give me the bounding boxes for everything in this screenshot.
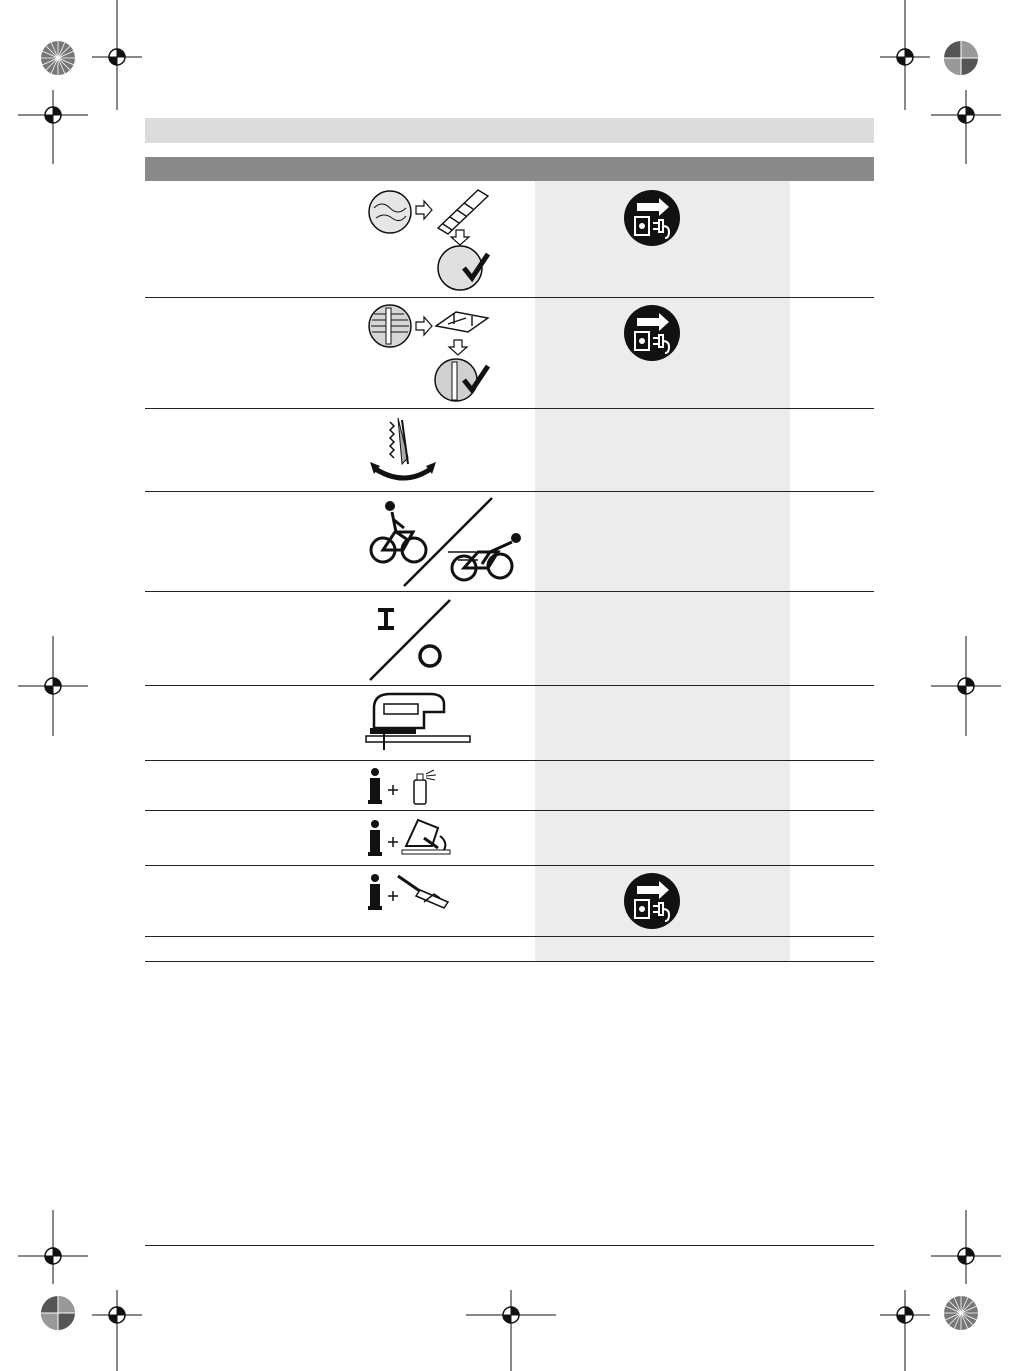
crosshair-mark: [18, 1210, 88, 1284]
row-divider: [145, 810, 874, 811]
crosshair-mark: [18, 90, 88, 164]
crosshair-mark: [92, 0, 142, 110]
row-divider: [145, 491, 874, 492]
color-wheel-mark: [943, 40, 979, 76]
crosshair-mark: [880, 1290, 930, 1371]
row-divider: [145, 408, 874, 409]
crosshair-mark: [931, 90, 1001, 164]
unplug-warning-icon: [623, 304, 681, 362]
color-wheel-mark: [40, 1295, 76, 1331]
on-off-icon: [366, 598, 456, 682]
row-divider: [145, 961, 874, 962]
row-divider: [145, 936, 874, 937]
color-wheel-mark: [40, 40, 76, 76]
jigsaw-working-icon: [366, 692, 470, 750]
row-divider: [145, 865, 874, 866]
splinter-guard-icon: [368, 304, 493, 404]
info-parallel-guide-icon: [368, 872, 458, 912]
footer-rule: [145, 1245, 874, 1246]
crosshair-mark: [466, 1290, 556, 1371]
crosshair-mark: [931, 636, 1001, 736]
replace-sliding-shoe-icon: [368, 188, 493, 293]
unplug-warning-icon: [623, 872, 681, 930]
header-band-dark: [145, 157, 874, 181]
crosshair-mark: [18, 636, 88, 736]
unplug-warning-icon: [623, 189, 681, 247]
header-band-light: [145, 118, 874, 143]
info-spray-icon: [368, 768, 448, 806]
row-divider: [145, 591, 874, 592]
crosshair-mark: [931, 1210, 1001, 1284]
pendulum-action-icon: [368, 416, 438, 486]
info-bevel-icon: [368, 816, 458, 858]
row-divider: [145, 760, 874, 761]
row-divider: [145, 297, 874, 298]
crosshair-mark: [92, 1290, 142, 1371]
crosshair-mark: [880, 0, 930, 110]
speed-preselection-icon: [366, 496, 536, 588]
shaded-column: [535, 181, 790, 961]
row-divider: [145, 685, 874, 686]
color-wheel-mark: [943, 1295, 979, 1331]
